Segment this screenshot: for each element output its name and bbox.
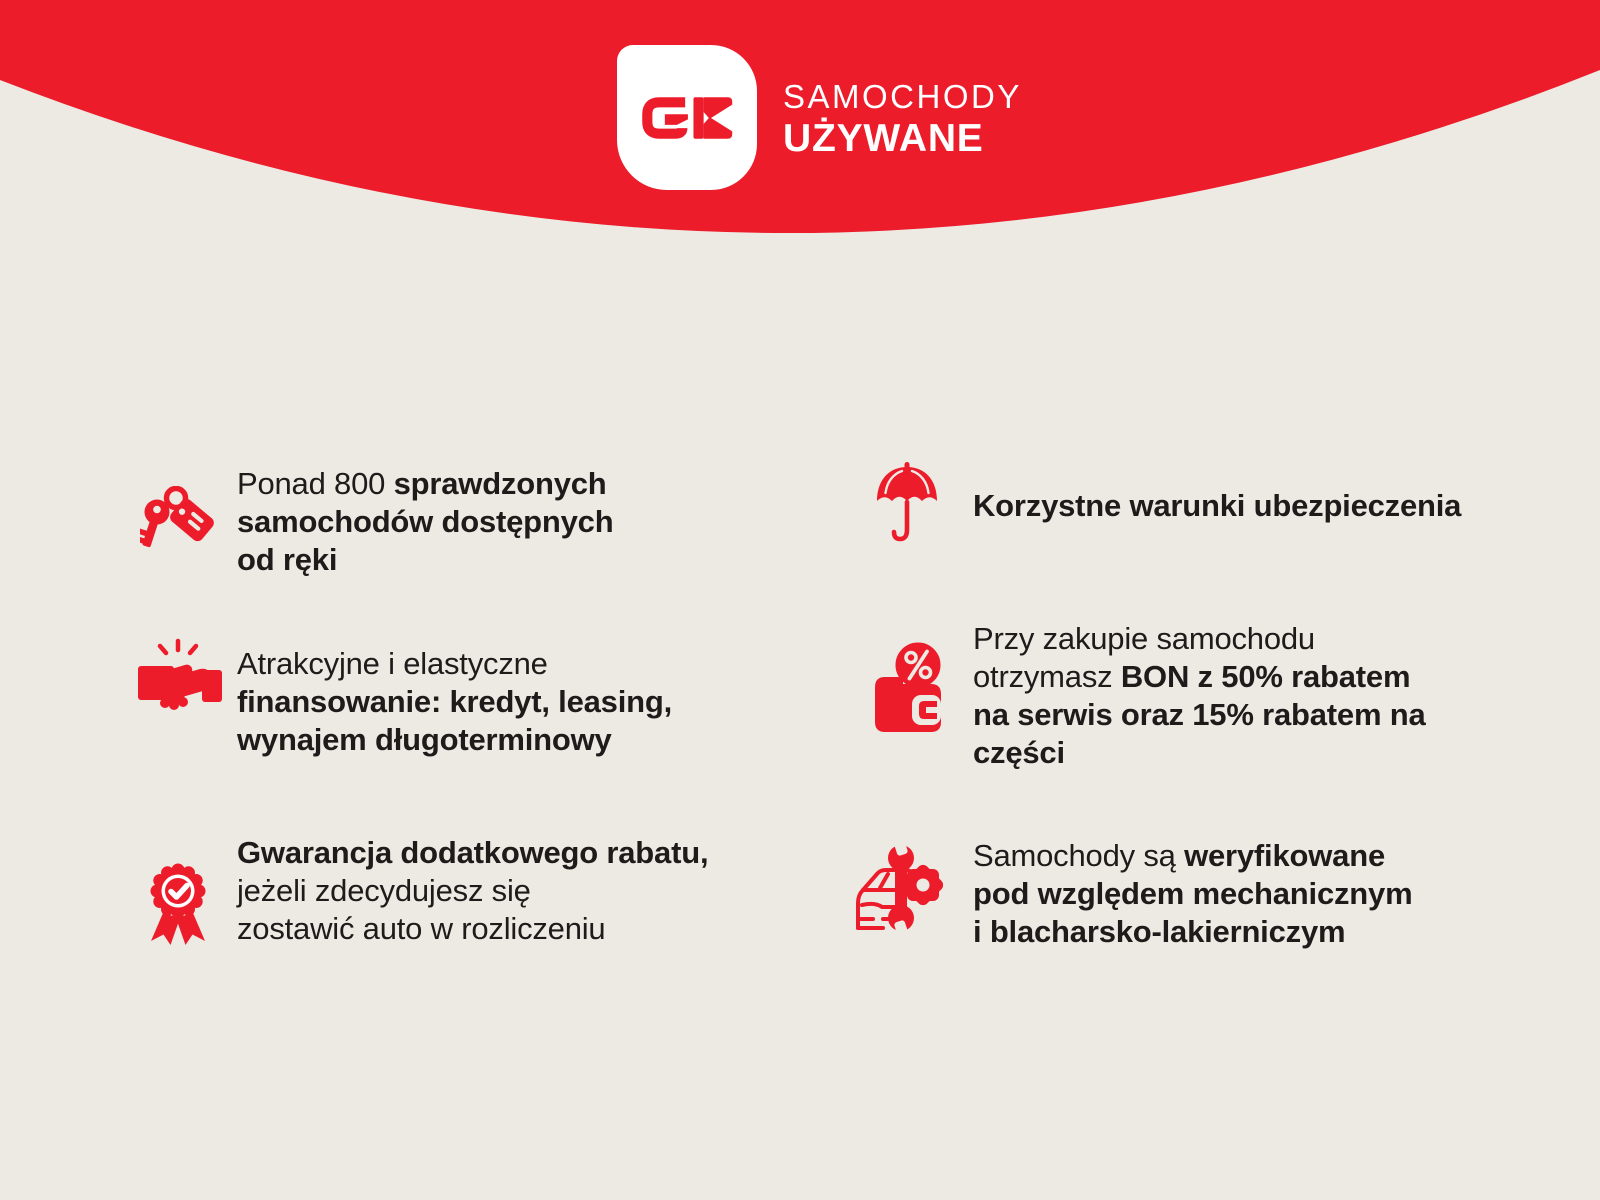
feature-line <box>237 910 708 948</box>
feature-line <box>973 620 1426 658</box>
text-segment: wynajem długoterminowy <box>237 722 612 757</box>
brand-logo-card <box>617 45 757 190</box>
feature-line <box>973 734 1426 772</box>
feature-text <box>237 465 613 579</box>
text-segment: zostawić auto w rozliczeniu <box>237 911 606 946</box>
text-segment: Przy zakupie samochodu <box>973 621 1315 656</box>
feature-line <box>237 465 613 503</box>
feature-line <box>973 487 1461 525</box>
feature-line <box>237 721 672 759</box>
wallet-percent-icon <box>875 640 943 735</box>
feature-line <box>973 875 1412 913</box>
feature-line <box>973 658 1426 696</box>
handshake-icon <box>138 638 222 714</box>
feature-text <box>237 834 708 948</box>
text-segment: Ponad 800 <box>237 466 394 501</box>
feature-text <box>973 837 1412 951</box>
text-segment: i blacharsko-lakierniczym <box>973 914 1346 949</box>
feature-verification <box>973 837 1412 951</box>
feature-line <box>237 645 672 683</box>
feature-line <box>237 503 613 541</box>
text-segment: Atrakcyjne i elastyczne <box>237 646 548 681</box>
text-segment: otrzymasz <box>973 659 1121 694</box>
brand-title-line1: SAMOCHODY <box>783 78 1022 115</box>
key-tag-icon <box>140 486 220 550</box>
text-segment: weryfikowane <box>1184 838 1385 873</box>
feature-line <box>973 837 1412 875</box>
feature-text <box>237 645 672 759</box>
feature-text <box>973 620 1426 772</box>
feature-insurance <box>973 487 1461 525</box>
text-segment: finansowanie: kredyt, leasing, <box>237 684 673 719</box>
feature-line <box>237 872 708 910</box>
feature-line <box>973 696 1426 734</box>
feature-line <box>237 541 613 579</box>
text-segment: Gwarancja dodatkowego rabatu, <box>237 835 709 870</box>
car-service-icon <box>855 843 943 931</box>
rosette-check-icon <box>143 855 213 947</box>
text-segment: Samochody są <box>973 838 1185 873</box>
header-curve <box>0 0 1600 400</box>
text-segment: BON z 50% rabatem <box>1120 659 1411 694</box>
feature-line <box>237 683 672 721</box>
text-segment: na serwis oraz 15% rabatem na <box>973 697 1426 732</box>
brand-title-line2: UŻYWANE <box>783 116 984 160</box>
text-segment: samochodów dostępnych <box>237 504 614 539</box>
text-segment: od ręki <box>237 542 338 577</box>
text-segment: jeżeli zdecydujesz się <box>237 873 531 908</box>
text-segment: Korzystne warunki ubezpieczenia <box>973 488 1462 523</box>
text-segment: sprawdzonych <box>393 466 607 501</box>
brand-title <box>783 80 1022 160</box>
feature-stock <box>237 465 613 579</box>
gb-monogram-icon <box>639 94 735 142</box>
feature-guarantee <box>237 834 708 948</box>
text-segment: części <box>973 735 1065 770</box>
feature-line <box>973 913 1412 951</box>
umbrella-icon <box>872 462 942 546</box>
text-segment: pod względem mechanicznym <box>973 876 1413 911</box>
feature-service-bonus <box>973 620 1426 772</box>
feature-line <box>237 834 708 872</box>
feature-financing <box>237 645 672 759</box>
feature-text <box>973 487 1461 525</box>
